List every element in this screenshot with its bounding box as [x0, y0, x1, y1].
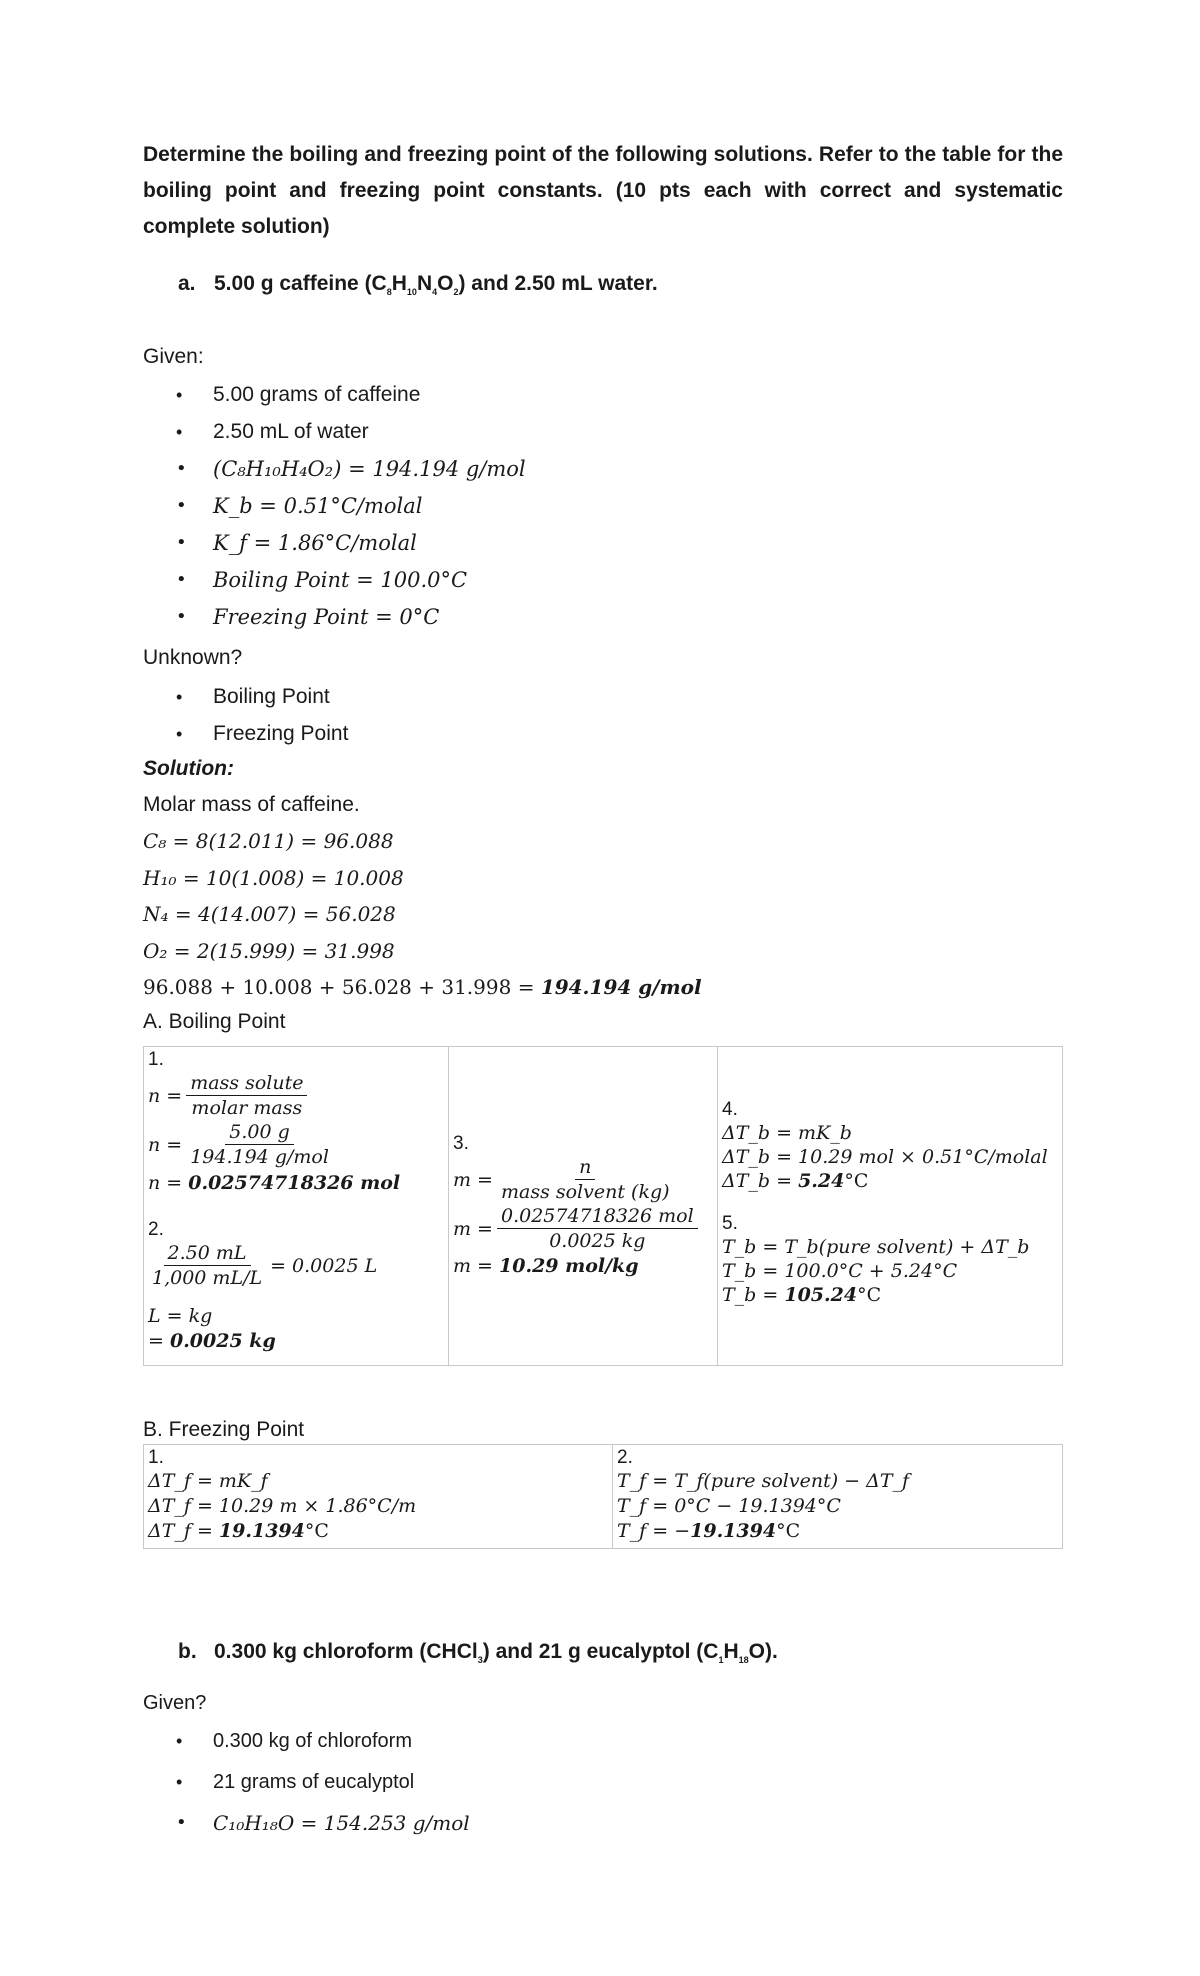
equation-line: C₈ = 8(12.011) = 96.088	[143, 829, 394, 853]
list-item: • Boiling Point	[178, 682, 348, 719]
list-item: • 0.300 kg of chloroform	[178, 1726, 470, 1767]
list-item: • Boiling Point = 100.0°C	[178, 565, 526, 602]
list-item: • C₁₀H₁₈O = 154.253 g/mol	[178, 1808, 470, 1849]
list-item: • 21 grams of eucalyptol	[178, 1767, 470, 1808]
bp-cell-2: 3. m = $\frac{n}{\text{mass solvent (kg)}}$ m = $\frac{\text{0.02574718326 mol}}{0.0025 kg}$ m = 10.29 mol/kg	[449, 1047, 718, 1366]
boiling-point-table	[143, 1046, 1063, 1366]
list-item: • Freezing Point	[178, 719, 348, 756]
list-item: • 5.00 grams of caffeine	[178, 380, 526, 417]
freezing-point-heading: B. Freezing Point	[143, 1418, 305, 1441]
given-list	[178, 380, 526, 639]
equation-line: N₄ = 4(14.007) = 56.028	[143, 902, 396, 926]
list-item: • Freezing Point = 0°C	[178, 602, 526, 639]
delta-tb-result: 5.24	[798, 1170, 845, 1192]
equation-line: H₁₀ = 10(1.008) = 10.008	[143, 865, 404, 890]
freezing-point-table	[143, 1444, 1063, 1549]
bp-cell-1: 1. n = $\frac{\text{mass solute}}{\text{molar mass}}$ n = $\frac{5.00 g}{\text{194.194 g/mol}}$ n = 0.02574718326 mol 2. $\frac{2.50 mL}{1,000 mL/L}$ = 0.0025 L L = kg = 0.0025 kg	[144, 1047, 449, 1366]
question-a-heading: a. 5.00 g caffeine $(C_8H_{10}N_4O_2)$ and 2.50 mL water.	[178, 272, 658, 298]
boiling-point-result: 105.24	[784, 1284, 858, 1306]
list-item: • 2.50 mL of water	[178, 417, 526, 454]
moles-result: 0.02574718326 mol	[188, 1172, 401, 1194]
molar-mass-result: 194.194 g/mol	[540, 975, 702, 999]
molar-mass-lines	[143, 826, 702, 1009]
given-b-list	[178, 1726, 470, 1849]
molar-mass-heading: Molar mass of caffeine.	[143, 793, 360, 816]
question-b-heading: b. 0.300 kg chloroform (CHCl$_3$) and 21 g eucalyptol $(C_1H_{18}O)$.	[178, 1640, 778, 1666]
list-item: • K_b = 0.51°C/molal	[178, 491, 526, 528]
boiling-point-heading: A. Boiling Point	[143, 1010, 286, 1033]
equation-line: O₂ = 2(15.999) = 31.998	[143, 938, 395, 963]
given-b-heading: Given?	[143, 1692, 207, 1714]
bp-cell-3: 4. ΔT_b = mK_b ΔT_b = 10.29 mol × 0.51°C/molal ΔT_b = 5.24°C 5. T_b = T_b(pure solvent) + ΔT_b T_b = 100.0°C + 5.24°C T_b = 105.24°C	[718, 1047, 1063, 1366]
list-item: • K_f = 1.86°C/molal	[178, 528, 526, 565]
solution-heading: Solution:	[143, 757, 234, 780]
unknown-heading: Unknown?	[143, 646, 243, 669]
given-heading: Given:	[143, 345, 204, 368]
molality-result: 10.29 mol/kg	[499, 1255, 639, 1277]
fp-cell-1: 1. ΔT_f = mK_f ΔT_f = 10.29 m × 1.86°C/m ΔT_f = 19.1394°C	[144, 1445, 613, 1549]
freezing-point-result: 19.1394	[690, 1520, 777, 1542]
instructions: Determine the boiling and freezing point of the following solutions. Refer to the table for the boiling point and freezing point constants. (10 pts each with correct and systematic complete solution)	[143, 143, 1063, 238]
unknown-list	[178, 682, 348, 756]
fp-cell-2: 2. T_f = T_f(pure solvent) − ΔT_f T_f = 0°C − 19.1394°C T_f = −19.1394°C	[613, 1445, 1063, 1549]
kg-result: 0.0025 kg	[169, 1330, 276, 1352]
equation-line: 96.088 + 10.008 + 56.028 + 31.998 = 194.194 g/mol	[143, 975, 702, 999]
list-item: • (C₈H₁₀H₄O₂) = 194.194 g/mol	[178, 454, 526, 491]
delta-tf-result: 19.1394	[218, 1520, 305, 1542]
